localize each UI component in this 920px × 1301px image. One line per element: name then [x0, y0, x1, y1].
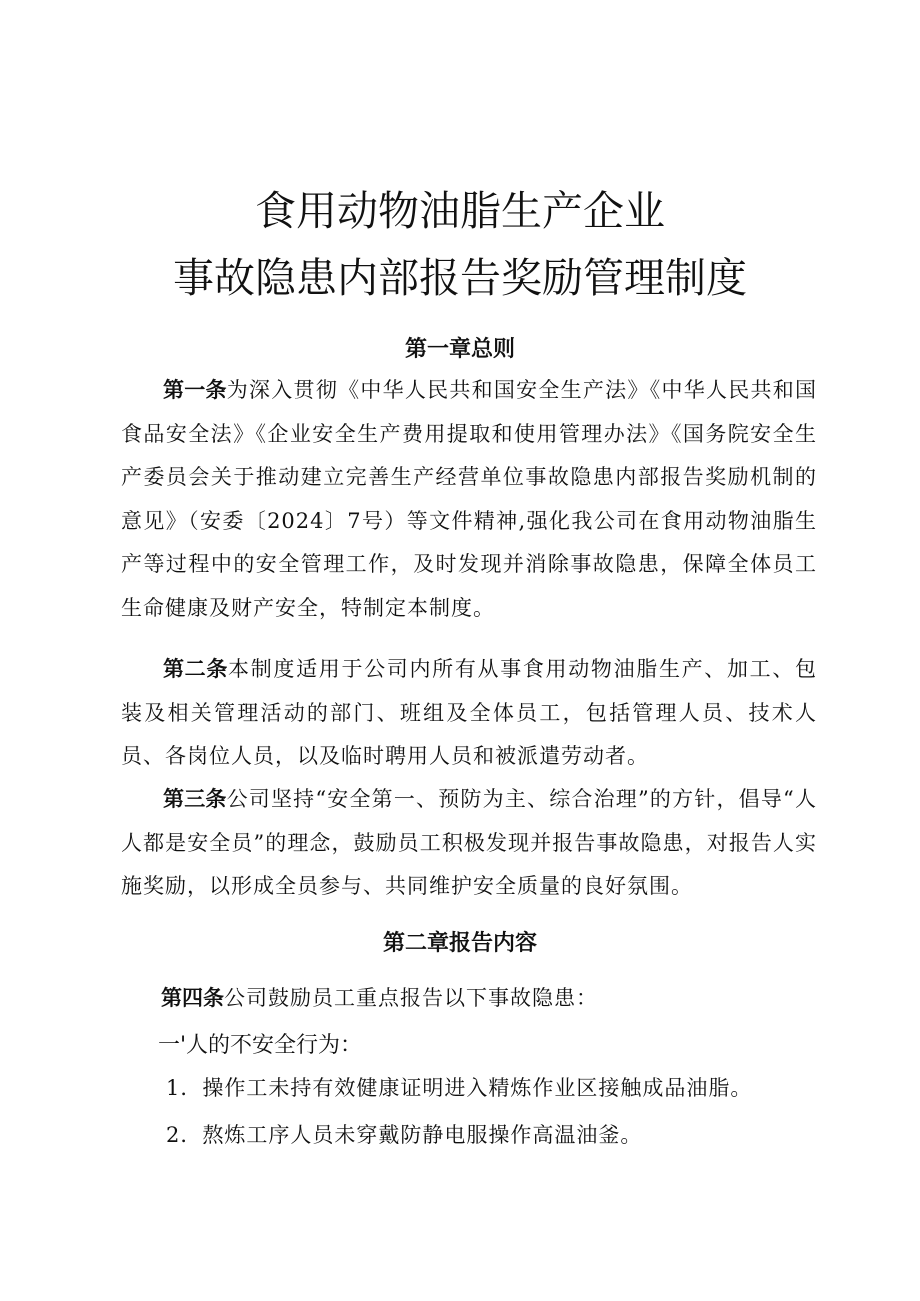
- chapter-heading-2: 第二章报告内容: [382, 931, 537, 956]
- chapter-heading-1: 第一章总则: [404, 337, 515, 362]
- article-1-lead: 第一条: [163, 378, 227, 402]
- article-3-lead: 第三条: [163, 787, 227, 811]
- article-4-text: 公司鼓励员工重点报告以下事故隐患：: [224, 986, 598, 1010]
- article-1-text: 为深入贯彻《中华人民共和国安全生产法》《中华人民共和国食品安全法》《企业安全生产费用提取和使用管理办法》《国务院安全生产委员会关于推动建立完善生产经营单位事故隐患内部报告奖励机制的意见》（安委〔2024〕7号）等文件精神,强化我公司在食用动物油脂生产等过程中的安全管理工作，及时发现并消除事故隐患，保障全体员工生命健康及财产安全，特制定本制度。: [121, 378, 818, 620]
- list-item: 1．操作工未持有效健康证明进入精炼作业区接触成品油脂。: [166, 1076, 753, 1100]
- article-4: [161, 982, 598, 1012]
- article-2-lead: 第二条: [163, 657, 229, 681]
- article-2-text: 本制度适用于公司内所有从事食用动物油脂生产、加工、包装及相关管理活动的部门、班组及全体员工，包括管理人员、技术人员、各岗位人员，以及临时聘用人员和被派遣劳动者。: [121, 657, 818, 769]
- document-title-line1: 食用动物油脂生产企业: [255, 187, 665, 235]
- article-4-lead: 第四条: [161, 986, 224, 1010]
- article-3: [121, 778, 817, 909]
- document-title-line2: 事故隐患内部报告奖励管理制度: [173, 254, 747, 302]
- article-1: [121, 369, 817, 631]
- article-3-text: 公司坚持“安全第一、预防为主、综合治理”的方针，倡导“人人都是安全员”的理念，鼓励员工积极发现并报告事故隐患，对报告人实施奖励，以形成全员参与、共同维护安全质量的良好氛围。: [121, 787, 817, 899]
- list-item: 2．熬炼工序人员未穿戴防静电服操作高温油釜。: [166, 1123, 643, 1147]
- article-2: [121, 648, 817, 779]
- section-heading-unsafe-behavior: 一'人的不安全行为：: [158, 1033, 363, 1058]
